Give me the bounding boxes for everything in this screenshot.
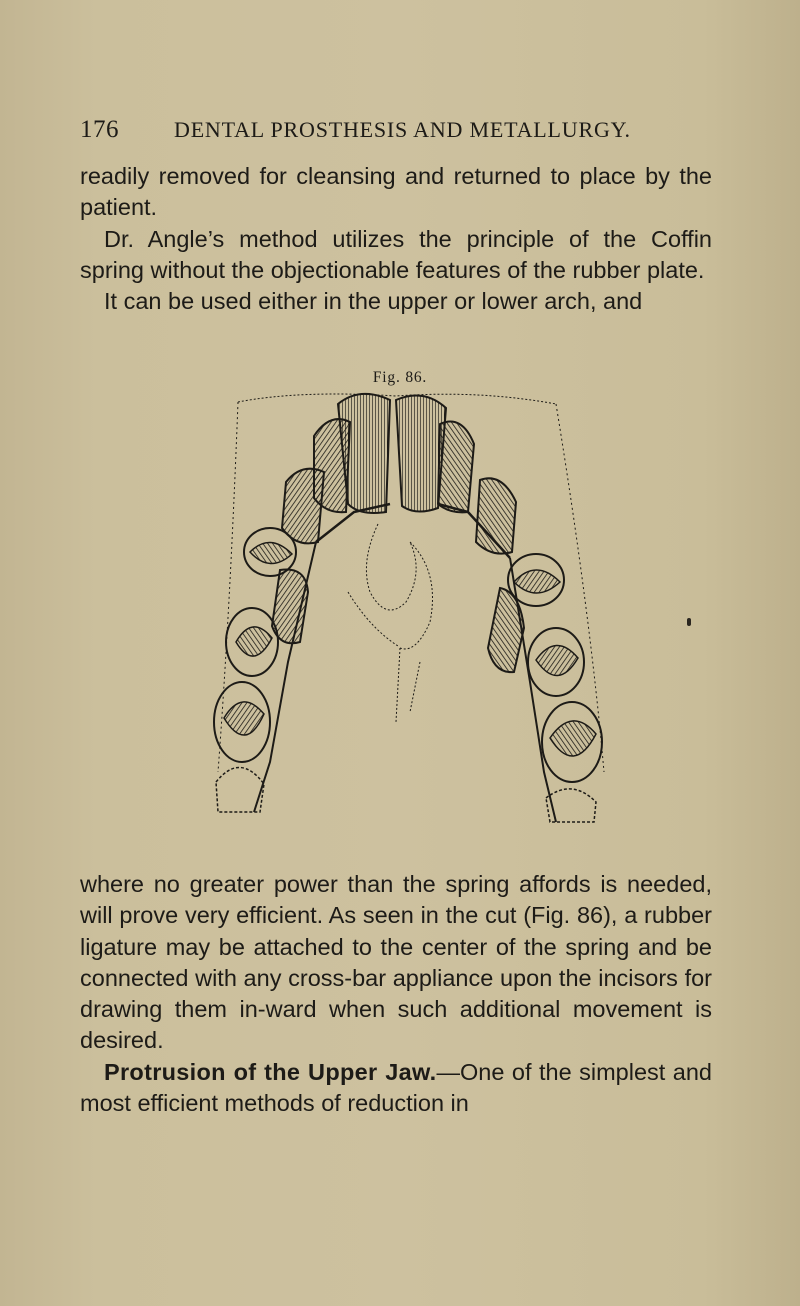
section-text: —One of the simplest and most efficient methods of reduction in — [80, 1058, 712, 1117]
paper-speck — [687, 618, 691, 626]
paragraph: It can be used either in the upper or lower arch, and — [104, 288, 643, 315]
paragraph: Dr. Angle’s method utilizes the principle of the Coffin spring without the objectionable features of the rubber plate. — [80, 225, 712, 283]
running-header — [80, 112, 720, 148]
figure-caption: Fig. 86. — [372, 369, 428, 386]
section-heading: Protrusion of the Upper Jaw. — [104, 1058, 437, 1085]
page-number: 176 — [80, 116, 119, 143]
paragraph: readily removed for cleansing and returned to place by the patient. — [80, 163, 712, 221]
paragraph — [80, 1057, 712, 1120]
text-block-bottom — [80, 869, 712, 1119]
text-block-top — [80, 161, 712, 317]
paragraph: where no greater power than the spring affords is needed, will prove very efficient. As seen in the cut (Fig. 86), a rubber ligature may be attached to the center of the spring and be connected with any cross-bar appliance upon the incisors for drawing them in-ward when such additional movement is desired. — [80, 871, 712, 1054]
dental-arch-illustration — [210, 392, 610, 832]
running-title: DENTAL PROSTHESIS AND METALLURGY. — [174, 117, 631, 142]
